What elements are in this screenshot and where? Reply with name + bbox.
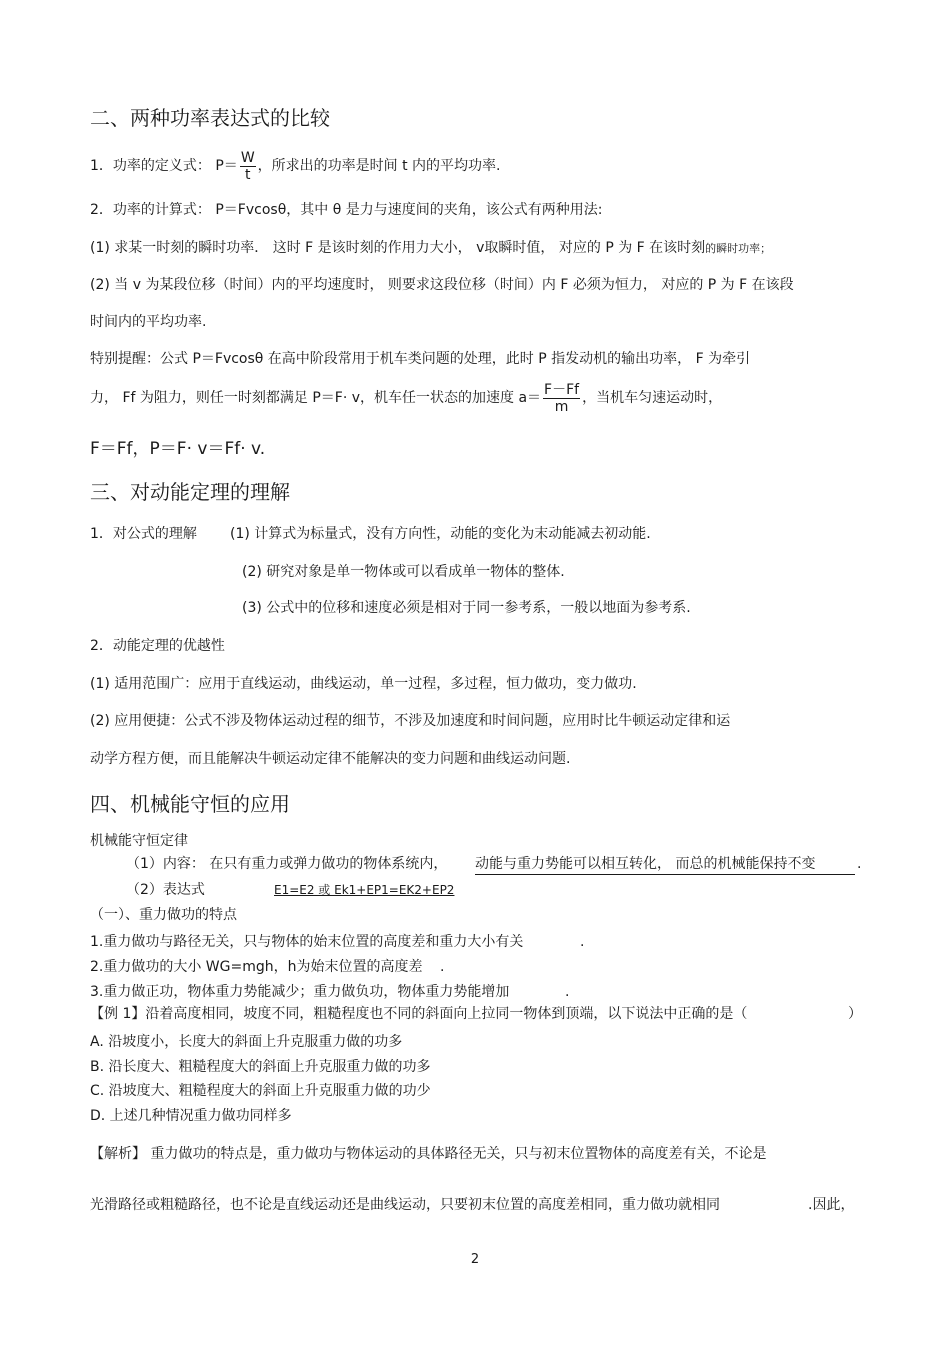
acceleration-line <box>90 378 722 418</box>
conservation-expression-formula <box>274 880 454 900</box>
formula-understanding-2: (2) 研究对象是单一物体或可以看成单一物体的整体. <box>242 564 565 580</box>
gravity-work-1: 1.重力做功与路径无关，只与物体的始末位置的高度差和重力大小有关 <box>90 934 524 950</box>
text: (1) 求某一时刻的瞬时功率． 这时 F 是该时刻的作用力大小， v取瞬时值， 对应的 P 为 F 在该时刻 <box>90 240 706 256</box>
analysis-line-2: 光滑路径或粗糙路径，也不论是直线运动还是曲线运动，只要初末位置的高度差相同，重力做功就相同 <box>90 1197 720 1213</box>
text-small: 的瞬时功率； <box>705 242 772 255</box>
power-formula-line: 2．功率的计算式： P＝Fvcosθ，其中 θ 是力与速度间的夹角，该公式有两种用法: <box>90 202 603 218</box>
gravity-work-2: 2.重力做功的大小 WG=mgh，h为始末位置的高度差 <box>90 959 423 975</box>
numerator: F－Ff <box>544 381 580 398</box>
example-bracket: ） <box>848 1006 862 1022</box>
gravity-work-title: （一）、重力做功的特点 <box>90 907 237 923</box>
conservation-content-label: （1）内容： 在只有重力或弹力做功的物体系统内， <box>126 856 448 872</box>
punctuation: . <box>857 856 862 872</box>
theorem-advantage-2-cont: 动学方程方便，而且能解决牛顿运动定律不能解决的变力问题和曲线运动问题. <box>90 751 571 767</box>
denominator: t <box>244 166 251 183</box>
conservation-expression-label: （2）表达式 <box>126 882 205 898</box>
section-heading-kinetic-energy: 三、对动能定理的理解 <box>90 480 290 504</box>
punctuation: . <box>565 984 570 1000</box>
page-number: 2 <box>470 1252 480 1267</box>
example-question: 【例 1】沿着高度相同，坡度不同，粗糙程度也不同的斜面向上拉同一物体到顶端，以下说法中正确的是（ <box>90 1006 748 1022</box>
punctuation: . <box>440 959 445 975</box>
option-c: C. 沿坡度大、粗糙程度大的斜面上升克服重力做的功少 <box>90 1083 431 1099</box>
denominator: m <box>554 398 569 415</box>
conservation-content-answer <box>475 854 855 875</box>
formula-understanding-3: (3) 公式中的位移和速度必须是相对于同一参考系，一般以地面为参考系. <box>242 600 691 616</box>
average-power-line-2: 时间内的平均功率. <box>90 314 207 330</box>
section-heading-power: 二、两种功率表达式的比较 <box>90 106 330 130</box>
gravity-work-3: 3.重力做正功，物体重力势能减少；重力做负功，物体重力势能增加 <box>90 984 510 1000</box>
special-note-line: 特别提醒：公式 P＝Fvcosθ 在高中阶段常用于机车类问题的处理，此时 P 指发动机的输出功率， F 为牵引 <box>90 351 751 367</box>
formula-understanding-1: (1) 计算式为标量式，没有方向性，动能的变化为末动能减去初动能. <box>230 526 651 542</box>
average-power-line: (2) 当 v 为某段位移（时间）内的平均速度时， 则要求这段位移（时间）内 F 必须为恒力， 对应的 P 为 F 在该段 <box>90 277 794 293</box>
formula-understanding-title: 1．对公式的理解 <box>90 526 197 542</box>
fraction-w-over-t <box>240 150 256 183</box>
uniform-motion-formula: F＝Ff，P＝F· v＝Ff· v. <box>90 439 266 459</box>
option-b: B. 沿长度大、粗糙程度大的斜面上升克服重力做的功多 <box>90 1059 431 1075</box>
text: ，当机车匀速运动时， <box>582 390 723 406</box>
power-definition-line <box>90 148 501 184</box>
instant-power-line <box>90 238 771 259</box>
option-a: A. 沿坡度小，长度大的斜面上升克服重力做的功多 <box>90 1034 403 1050</box>
section-heading-mechanical-energy: 四、机械能守恒的应用 <box>90 792 290 816</box>
text: 力， Ff 为阻力，则任一时刻都满足 P＝F· v，机车任一状态的加速度 a＝ <box>90 390 542 406</box>
option-d: D. 上述几种情况重力做功同样多 <box>90 1108 292 1124</box>
text: ，所求出的功率是时间 t 内的平均功率. <box>257 158 501 174</box>
theorem-advantage-title: 2．动能定理的优越性 <box>90 638 225 654</box>
analysis-line-2-end: .因此， <box>808 1197 855 1213</box>
numerator: W <box>240 149 255 166</box>
text: 1．功率的定义式： P＝ <box>90 158 238 174</box>
fraction-acceleration <box>543 382 580 415</box>
conservation-law-title: 机械能守恒定律 <box>90 833 188 849</box>
punctuation: . <box>580 934 585 950</box>
underlined-formula: E1=E2 或 Ek1+EP1=EK2+EP2 <box>274 883 455 897</box>
theorem-advantage-2: (2) 应用便捷：公式不涉及物体运动过程的细节，不涉及加速度和时间问题，应用时比牛顿运动定律和运 <box>90 713 731 729</box>
underlined-answer: 动能与重力势能可以相互转化， 而总的机械能保持不变 <box>475 854 855 875</box>
theorem-advantage-1: (1) 适用范围广：应用于直线运动，曲线运动，单一过程，多过程，恒力做功，变力做功. <box>90 676 637 692</box>
analysis-line-1: 【解析】 重力做功的特点是，重力做功与物体运动的具体路径无关，只与初末位置物体的高度差有关，不论是 <box>90 1146 767 1162</box>
